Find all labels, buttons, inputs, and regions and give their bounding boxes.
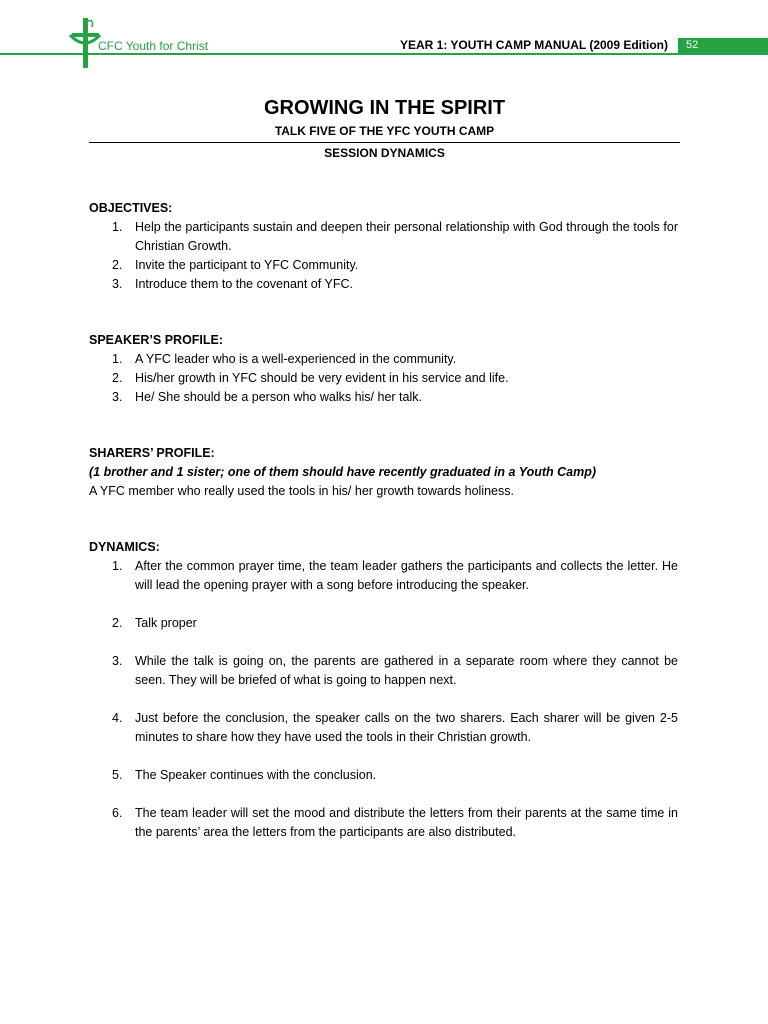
objectives-section xyxy=(89,199,678,294)
list-item xyxy=(89,388,678,407)
item-text: Just before the conclusion, the speaker calls on the two sharers. Each sharer will be given 2-5 minutes to share how they have used the tools in their Christian growth. xyxy=(135,711,678,744)
dynamics-list xyxy=(89,557,678,842)
spacer xyxy=(89,294,678,331)
item-text: His/her growth in YFC should be very evident in his service and life. xyxy=(135,371,509,385)
spacer xyxy=(89,501,678,538)
item-number: 3. xyxy=(112,277,123,291)
item-text: He/ She should be a person who walks his/ her talk. xyxy=(135,390,422,404)
item-number: 2. xyxy=(112,616,123,630)
org-name: CFC Youth for Christ xyxy=(98,39,209,53)
header-divider xyxy=(0,53,768,55)
list-item xyxy=(89,766,678,785)
sharers-profile-heading: SHARERS’ PROFILE: xyxy=(89,446,215,460)
list-item xyxy=(89,369,678,388)
page-header xyxy=(0,0,768,70)
page-number: 52 xyxy=(686,39,699,51)
item-number: 1. xyxy=(112,220,123,234)
sharers-note: (1 brother and 1 sister; one of them should have recently graduated in a Youth Camp) xyxy=(89,465,597,479)
page-title: GROWING IN THE SPIRIT xyxy=(263,97,506,119)
spacer xyxy=(89,407,678,444)
title-divider xyxy=(89,142,680,143)
item-number: 1. xyxy=(112,352,123,366)
item-number: 6. xyxy=(112,806,123,820)
sharers-description: A YFC member who really used the tools in his/ her growth towards holiness. xyxy=(89,484,514,498)
item-number: 1. xyxy=(112,559,123,573)
sharers-profile-section xyxy=(89,444,678,501)
item-text: Invite the participant to YFC Community. xyxy=(135,258,359,272)
list-item xyxy=(89,218,678,256)
item-text: Talk proper xyxy=(135,616,197,630)
document-body xyxy=(89,199,678,842)
item-number: 5. xyxy=(112,768,123,782)
list-item xyxy=(89,709,678,747)
item-number: 2. xyxy=(112,371,123,385)
item-number: 3. xyxy=(112,390,123,404)
item-text: Help the participants sustain and deepen their personal relationship with God through the tools for Christian Growth. xyxy=(135,220,678,253)
list-item xyxy=(89,275,678,294)
title-block xyxy=(89,96,680,161)
item-text: The Speaker continues with the conclusion. xyxy=(135,768,377,782)
page-subtitle: TALK FIVE OF THE YFC YOUTH CAMP xyxy=(274,124,495,138)
item-text: The team leader will set the mood and distribute the letters from their parents at the same time in the parents’ area the letters from the participants are also distributed. xyxy=(135,806,678,839)
list-item xyxy=(89,614,678,633)
dynamics-section xyxy=(89,538,678,842)
list-item xyxy=(89,652,678,690)
list-item xyxy=(89,350,678,369)
item-text: While the talk is going on, the parents are gathered in a separate room where they cannot be seen. They will be briefed of what is going to happen next. xyxy=(135,654,678,687)
speakers-profile-list xyxy=(89,350,678,407)
list-item xyxy=(89,804,678,842)
objectives-list xyxy=(89,218,678,294)
session-label: SESSION DYNAMICS xyxy=(324,146,445,160)
item-text: A YFC leader who is a well-experienced in the community. xyxy=(135,352,457,366)
item-number: 3. xyxy=(112,654,123,668)
speakers-profile-section xyxy=(89,331,678,407)
dynamics-heading: DYNAMICS: xyxy=(89,540,160,554)
list-item xyxy=(89,557,678,595)
objectives-heading: OBJECTIVES: xyxy=(89,201,173,215)
item-text: After the common prayer time, the team leader gathers the participants and collects the letter. He will lead the opening prayer with a song before introducing the speaker. xyxy=(135,559,678,592)
list-item xyxy=(89,256,678,275)
item-text: Introduce them to the covenant of YFC. xyxy=(135,277,353,291)
manual-title: YEAR 1: YOUTH CAMP MANUAL (2009 Edition) xyxy=(399,38,668,52)
speakers-profile-heading: SPEAKER’S PROFILE: xyxy=(89,333,224,347)
item-number: 4. xyxy=(112,711,123,725)
item-number: 2. xyxy=(112,258,123,272)
